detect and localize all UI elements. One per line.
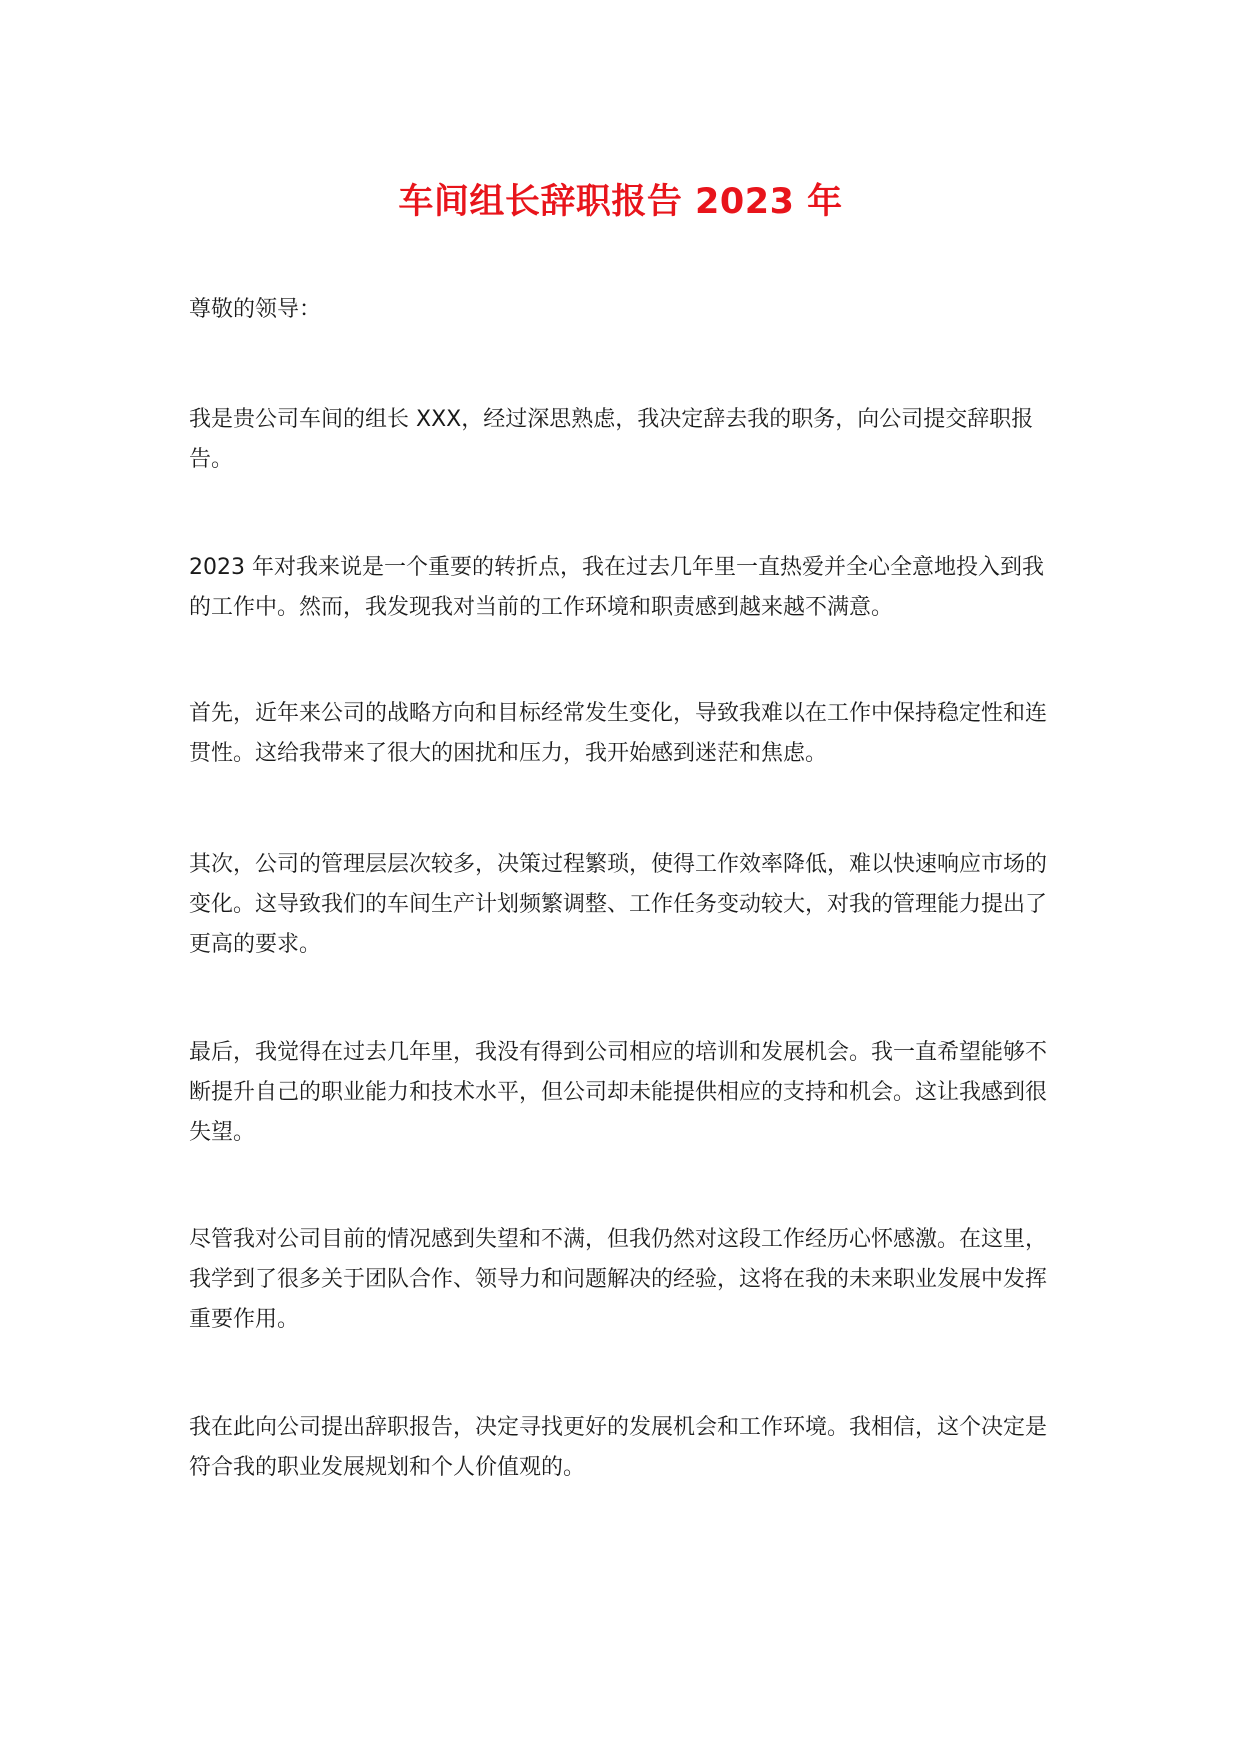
paragraph-conclusion: 我在此向公司提出辞职报告，决定寻找更好的发展机会和工作环境。我相信，这个决定是符合我的职业发展规划和个人价值观的。 bbox=[189, 1415, 1048, 1480]
paragraph-turning-point: 2023 年对我来说是一个重要的转折点，我在过去几年里一直热爱并全心全意地投入到我的工作中。然而，我发现我对当前的工作环境和职责感到越来越不满意。 bbox=[189, 555, 1044, 620]
paragraph-third-reason: 最后，我觉得在过去几年里，我没有得到公司相应的培训和发展机会。我一直希望能够不断提升自己的职业能力和技术水平，但公司却未能提供相应的支持和机会。这让我感到很失望。 bbox=[189, 1040, 1048, 1145]
paragraph-second-reason: 其次，公司的管理层层次较多，决策过程繁琐，使得工作效率降低，难以快速响应市场的变化。这导致我们的车间生产计划频繁调整、工作任务变动较大，对我的管理能力提出了更高的要求。 bbox=[189, 852, 1048, 957]
paragraph-gratitude: 尽管我对公司目前的情况感到失望和不满，但我仍然对这段工作经历心怀感激。在这里，我学到了很多关于团队合作、领导力和问题解决的经验，这将在我的未来职业发展中发挥重要作用。 bbox=[189, 1227, 1048, 1332]
paragraph-intro: 我是贵公司车间的组长 XXX，经过深思熟虑，我决定辞去我的职务，向公司提交辞职报告。 bbox=[189, 407, 1034, 472]
salutation: 尊敬的领导： bbox=[189, 297, 322, 322]
paragraph-first-reason: 首先，近年来公司的战略方向和目标经常发生变化，导致我难以在工作中保持稳定性和连贯性。这给我带来了很大的困扰和压力，我开始感到迷茫和焦虑。 bbox=[189, 701, 1048, 766]
document-title: 车间组长辞职报告 2023 年 bbox=[398, 182, 843, 222]
